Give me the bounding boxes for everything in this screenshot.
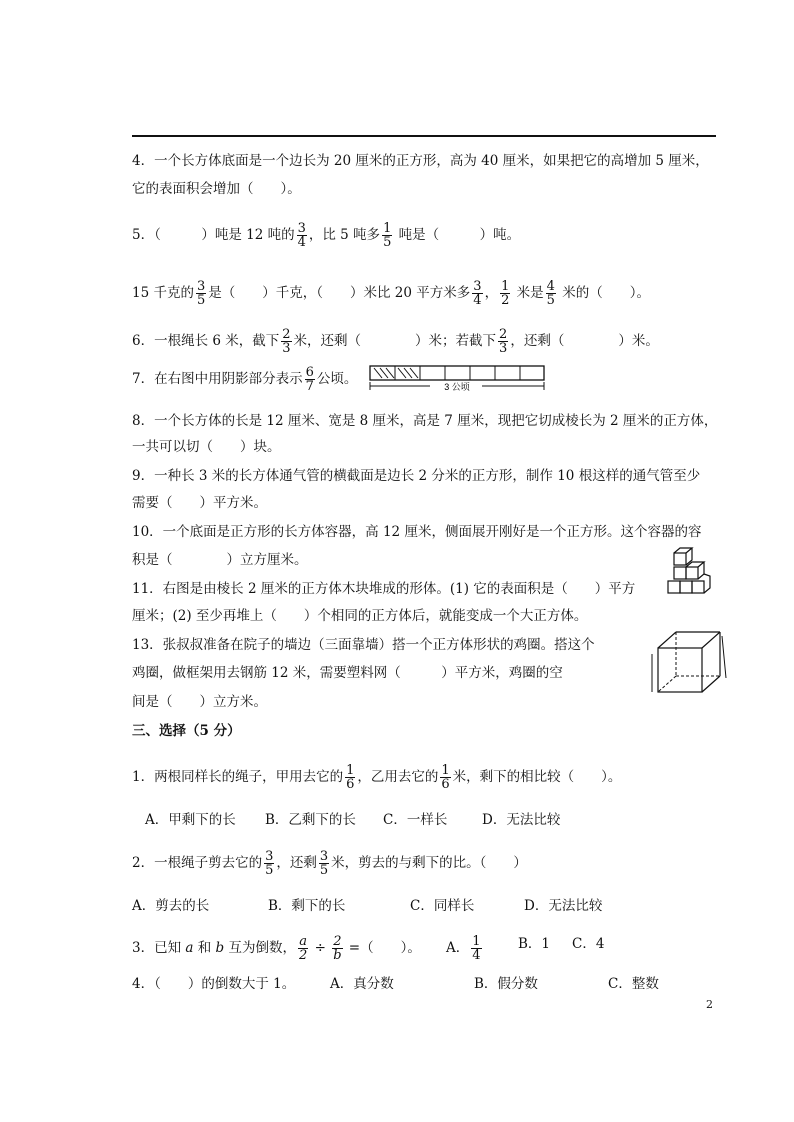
fraction <box>472 280 482 307</box>
q13-line2: 鸡圈，做框架用去钢筋 12 米，需要塑料网（ ）平方米，鸡圈的空 <box>132 665 563 681</box>
c2-option-b: B．剩下的长 <box>268 898 346 914</box>
denominator: 5 <box>383 235 392 250</box>
q7-text-b: 公顷。 <box>316 371 358 387</box>
q6-text-b: 米，还剩（ ）米；若截下 <box>293 333 497 349</box>
c1-text-b: ，乙用去它的 <box>357 769 439 785</box>
q13-line3: 间是（ ）立方米。 <box>132 694 267 710</box>
q11-line1: 11．右图是由棱长 2 厘米的正方体木块堆成的形体。(1) 它的表面积是（ ）平方 <box>132 581 636 597</box>
q5-text-c: 吨是（ ）吨。 <box>394 227 521 243</box>
c2-option-c: C．同样长 <box>410 898 475 914</box>
q15-line <box>132 280 650 307</box>
page-number: 2 <box>706 998 713 1011</box>
q10-line2: 积是（ ）立方厘米。 <box>132 552 308 568</box>
c1-option-c: C．一样长 <box>383 812 448 828</box>
denominator: 7 <box>305 379 314 394</box>
c2-option-d: D．无法比较 <box>524 898 603 914</box>
c3-line <box>132 935 421 962</box>
denominator: 3 <box>282 341 291 356</box>
denominator: 5 <box>196 293 206 308</box>
fraction <box>305 366 315 393</box>
c2-text-c: 米，剪去的与剩下的比。（ ） <box>331 855 527 871</box>
c1-option-d: D．无法比较 <box>482 812 561 828</box>
fraction <box>500 280 510 307</box>
c3-text-d: =（ ）。 <box>344 940 421 956</box>
fraction <box>471 935 481 962</box>
q9-line1: 9．一种长 3 米的长方体通气管的横截面是边长 2 分米的正方形，制作 10 根这样的通气管至少 <box>132 468 701 484</box>
numerator: 3 <box>319 849 329 864</box>
c3-text-c: 互为倒数， <box>224 940 296 956</box>
fraction <box>546 280 556 307</box>
c2-line <box>132 850 527 877</box>
denominator: 6 <box>346 777 355 792</box>
denominator: 2 <box>501 293 510 308</box>
option-letter: A． <box>446 940 470 956</box>
numerator: 1 <box>441 763 450 778</box>
q5-text-b: ，比 5 吨多 <box>308 227 381 243</box>
numerator: 3 <box>473 279 482 294</box>
coop-cube-figure <box>650 626 728 696</box>
q9-line2: 需要（ ）平方米。 <box>132 495 267 511</box>
c2-option-a: A．剪去的长 <box>132 898 210 914</box>
numerator: 6 <box>305 365 314 380</box>
q7-line <box>132 366 357 393</box>
c3-option-c: C．4 <box>572 936 605 952</box>
q6-text-a: 6．一根绳长 6 米，截下 <box>132 333 280 349</box>
fraction <box>281 328 291 355</box>
q8-line2: 一共可以切（ ）块。 <box>132 439 281 455</box>
q15-text-b: 是（ ）千克，（ ）米比 20 平方米多 <box>208 285 471 301</box>
q6-line <box>132 328 659 355</box>
c4-line: 4．（ ）的倒数大于 1。 <box>132 976 296 992</box>
c3-text-b: 和 <box>193 940 216 956</box>
section-title: 三、选择（5 分） <box>132 723 241 739</box>
q5-text-a: 5．（ ）吨是 12 吨的 <box>132 227 295 243</box>
fraction <box>498 328 508 355</box>
c1-text-c: 米，剩下的相比较（ ）。 <box>452 769 622 785</box>
q11-line2: 厘米；(2) 至少再堆上（ ）个相同的正方体后，就能变成一个大正方体。 <box>132 608 588 624</box>
denominator: b <box>333 948 342 963</box>
fraction <box>345 764 355 791</box>
denominator: 3 <box>499 341 508 356</box>
c3-option-b: B．1 <box>518 936 551 952</box>
fraction <box>298 935 308 962</box>
numerator: a <box>299 934 308 949</box>
numerator: 1 <box>472 934 481 949</box>
c2-text-a: 2．一根绳子剪去它的 <box>132 855 263 871</box>
fraction <box>297 222 307 249</box>
hectare-bar-diagram <box>368 362 548 394</box>
q15-text-c: ， <box>484 285 499 301</box>
c4-option-b: B．假分数 <box>474 976 538 992</box>
q5-line <box>132 222 520 249</box>
c2-text-b: ，还剩 <box>276 855 317 871</box>
numerator: 3 <box>196 279 206 294</box>
denominator: 4 <box>473 293 482 308</box>
q10-line1: 10．一个底面是正方形的长方体容器，高 12 厘米，侧面展开刚好是一个正方形。这个容器的容 <box>132 524 702 540</box>
fraction <box>382 222 392 249</box>
q6-text-c: ，还剩（ ）米。 <box>510 333 659 349</box>
q4-line2: 它的表面积会增加（ ）。 <box>132 181 301 197</box>
q15-text-e: 米的（ ）。 <box>557 285 650 301</box>
divide-sign: ÷ <box>310 940 331 956</box>
numerator: 2 <box>282 327 291 342</box>
numerator: 1 <box>346 763 355 778</box>
c3-text-a: 3．已知 <box>132 940 186 956</box>
numerator: 1 <box>501 279 510 294</box>
fraction <box>319 850 329 877</box>
q15-text-a: 15 千克的 <box>132 285 194 301</box>
variable-b: b <box>215 940 225 956</box>
c3-option-a <box>446 935 484 962</box>
c1-text-a: 1．两根同样长的绳子，甲用去它的 <box>132 769 344 785</box>
numerator: 2 <box>499 327 508 342</box>
fraction <box>264 850 274 877</box>
q13-line1: 13．张叔叔准备在院子的墙边（三面靠墙）搭一个正方体形状的鸡圈。搭这个 <box>132 637 595 653</box>
diagram-label: 3 公顷 <box>444 382 470 392</box>
variable-a: a <box>185 940 194 956</box>
fraction <box>196 280 206 307</box>
denominator: 6 <box>441 777 450 792</box>
fraction <box>332 935 342 962</box>
denominator: 5 <box>319 863 329 878</box>
c1-option-a: A．甲剩下的长 <box>145 812 236 828</box>
c4-option-a: A．真分数 <box>330 976 394 992</box>
denominator: 2 <box>299 948 308 963</box>
top-divider <box>132 135 716 137</box>
denominator: 4 <box>472 948 481 963</box>
c1-option-b: B．乙剩下的长 <box>265 812 356 828</box>
denominator: 5 <box>546 293 555 308</box>
numerator: 1 <box>383 221 392 236</box>
q8-line1: 8．一个长方体的长是 12 厘米、宽是 8 厘米，高是 7 厘米，现把它切成棱长为 2 厘米的正方体， <box>132 413 718 429</box>
denominator: 4 <box>297 235 306 250</box>
numerator: 3 <box>265 849 274 864</box>
q15-text-d: 米是 <box>512 285 544 301</box>
q4-line1: 4．一个长方体底面是一个边长为 20 厘米的正方形，高为 40 厘米，如果把它的高增加 5 厘米， <box>132 153 709 169</box>
cube-stack-figure <box>664 545 714 601</box>
numerator: 4 <box>546 279 555 294</box>
numerator: 3 <box>297 221 306 236</box>
denominator: 5 <box>265 863 274 878</box>
q7-text-a: 7．在右图中用阴影部分表示 <box>132 371 303 387</box>
numerator: 2 <box>333 934 342 949</box>
c4-option-c: C．整数 <box>608 976 659 992</box>
fraction <box>440 764 450 791</box>
c1-line <box>132 764 621 791</box>
